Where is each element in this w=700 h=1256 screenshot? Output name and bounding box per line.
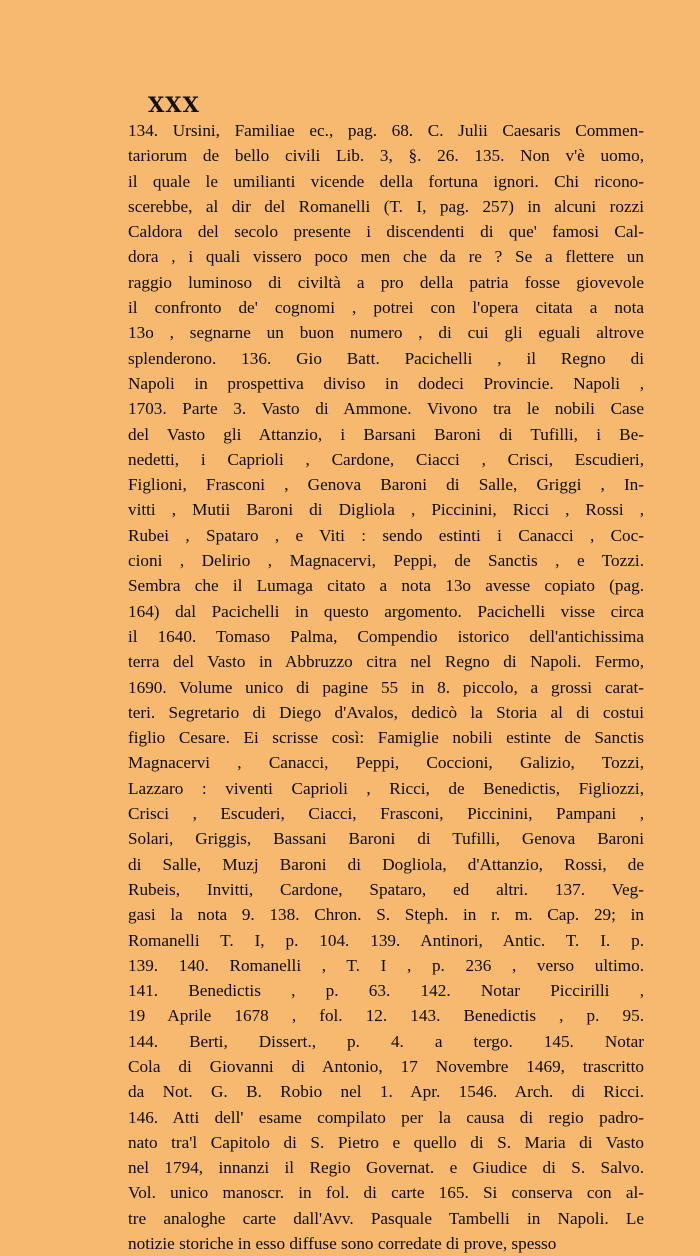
text-line: da Not. G. B. Robio nel 1. Apr. 1546. Arch. di Ricci. — [128, 1082, 644, 1102]
text-line: 139. 140. Romanelli , T. I , p. 236 , verso ultimo. — [128, 955, 644, 975]
text-line: tariorum de bello civili Lib. 3, §. 26. 135. Non v'è uomo, — [128, 146, 644, 166]
text-line: 134. Ursini, Familiae ec., pag. 68. C. Julii Caesaris Commen- — [128, 121, 644, 140]
text-line: nedetti, i Caprioli , Cardone, Ciacci , Crisci, Escudieri, — [128, 449, 644, 469]
text-line: del Vasto gli Attanzio, i Barsani Baroni di Tufilli, i Be- — [128, 424, 644, 444]
text-line: Rubei , Spataro , e Viti : sendo estinti i Canacci , Coc- — [128, 525, 644, 545]
text-line: Lazzaro : viventi Caprioli , Ricci, de Benedictis, Figliozzi, — [128, 778, 644, 798]
text-line: notizie storiche in esso diffuse sono corredate di prove, spesso — [128, 1234, 557, 1254]
text-line: Magnacervi , Canacci, Peppi, Coccioni, Galizio, Tozzi, — [128, 753, 644, 773]
text-line: Caldora del secolo presente i discendenti di que' famosi Cal- — [128, 222, 644, 242]
text-line: nato tra'l Capitolo di S. Pietro e quello di S. Maria di Vasto — [128, 1132, 644, 1152]
text-line: 141. Benedictis , p. 63. 142. Notar Piccirilli , — [128, 981, 644, 1001]
text-line: Crisci , Escuderi, Ciacci, Frasconi, Piccinini, Pampani , — [128, 804, 644, 824]
text-line: cioni , Delirio , Magnacervi, Peppi, de Sanctis , e Tozzi. — [128, 551, 644, 571]
text-line: di Salle, Muzj Baroni di Dogliola, d'Attanzio, Rossi, de — [128, 854, 644, 874]
text-line: splenderono. 136. Gio Batt. Pacichelli , il Regno di — [128, 348, 644, 368]
text-line: Romanelli T. I, p. 104. 139. Antinori, Antic. T. I. p. — [128, 930, 644, 950]
text-line: Cola di Giovanni di Antonio, 17 Novembre 1469, trascritto — [128, 1056, 644, 1076]
text-line: 144. Berti, Dissert., p. 4. a tergo. 145. Notar — [128, 1031, 644, 1051]
text-line: raggio luminoso di civiltà a pro della patria fosse giovevole — [128, 272, 644, 292]
text-line: Solari, Griggis, Bassani Baroni di Tufilli, Genova Baroni — [128, 829, 644, 849]
text-line: nel 1794, innanzi il Regio Governat. e Giudice di S. Salvo. — [128, 1158, 644, 1178]
text-line: 1703. Parte 3. Vasto di Ammone. Vivono tra le nobili Case — [128, 399, 644, 419]
text-line: il quale le umilianti vicende della fortuna ignori. Chi ricono- — [128, 171, 644, 191]
page-number: XXX — [148, 92, 200, 117]
text-line: figlio Cesare. Ei scrisse così: Famiglie nobili estinte de Sanctis — [128, 728, 644, 748]
text-line: il confronto de' cognomi , potrei con l'opera citata a nota — [128, 298, 644, 318]
text-line: Sembra che il Lumaga citato a nota 13o avesse copiato (pag. — [128, 576, 644, 596]
text-line: terra del Vasto in Abbruzzo citra nel Regno di Napoli. Fermo, — [128, 652, 644, 672]
text-line: 146. Atti dell' esame compilato per la causa di regio padro- — [128, 1107, 644, 1127]
text-line: gasi la nota 9. 138. Chron. S. Steph. in r. m. Cap. 29; in — [128, 905, 644, 925]
text-line: vitti , Mutii Baroni di Digliola , Piccinini, Ricci , Rossi , — [128, 500, 644, 520]
text-line: il 1640. Tomaso Palma, Compendio istorico dell'antichissima — [128, 626, 644, 646]
text-line: 1690. Volume unico di pagine 55 in 8. piccolo, a grossi carat- — [128, 677, 644, 697]
text-line: 13o , segnarne un buon numero , di cui gli eguali altrove — [128, 323, 644, 343]
notes-text — [128, 118, 644, 1256]
text-line: Rubeis, Invitti, Cardone, Spataro, ed altri. 137. Veg- — [128, 879, 644, 899]
text-line: 164) dal Pacichelli in questo argomento. Pacichelli visse circa — [128, 601, 644, 621]
text-line: tre analoghe carte dall'Avv. Pasquale Tambelli in Napoli. Le — [128, 1208, 644, 1228]
text-line: 19 Aprile 1678 , fol. 12. 143. Benedictis , p. 95. — [128, 1006, 644, 1026]
text-line: Figlioni, Frasconi , Genova Baroni di Salle, Griggi , In- — [128, 475, 644, 495]
text-line: Vol. unico manoscr. in fol. di carte 165. Si conserva con al- — [128, 1183, 644, 1203]
text-line: dora , i quali vissero poco men che da re ? Se a flettere un — [128, 247, 644, 267]
text-line: scerebbe, al dir del Romanelli (T. I, pag. 257) in alcuni rozzi — [128, 196, 644, 216]
text-line: teri. Segretario di Diego d'Avalos, dedicò la Storia al di costui — [128, 702, 644, 722]
text-line: Napoli in prospettiva diviso in dodeci Provincie. Napoli , — [128, 373, 644, 393]
